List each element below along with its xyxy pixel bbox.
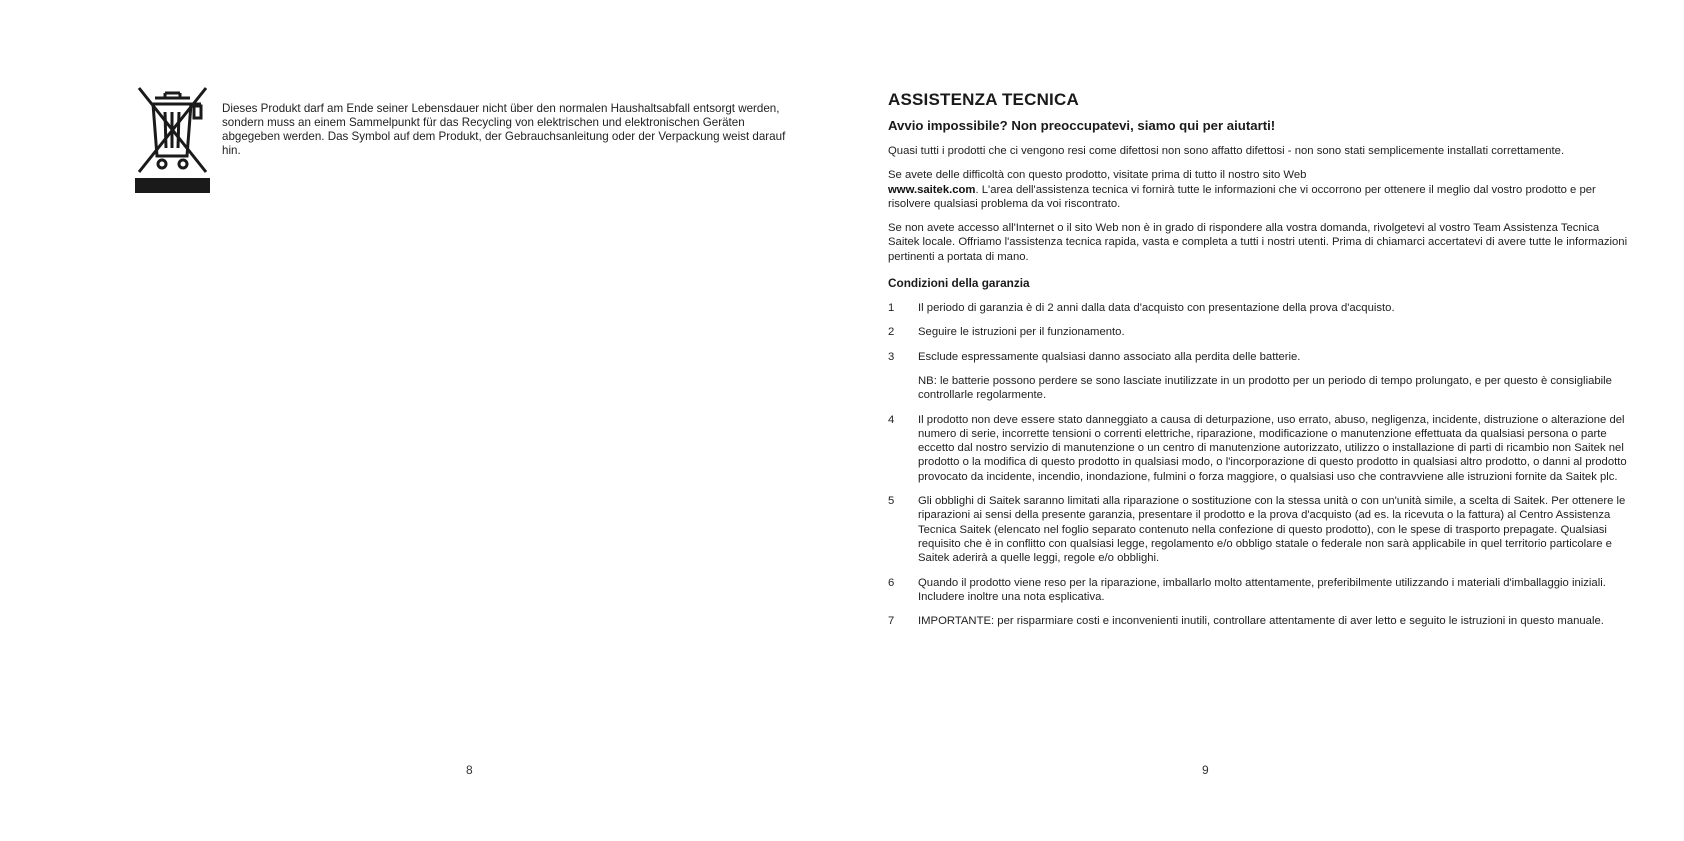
list-item xyxy=(888,494,1628,565)
right-page xyxy=(842,0,1684,841)
technical-support-section xyxy=(888,90,1628,638)
battery-note: NB: le batterie possono perdere se sono lasciate inutilizzate in un prodotto per un periodo di tempo prolungato, e per questo è consigliabile controllarle regolarmente. xyxy=(918,374,1612,402)
warranty-list xyxy=(888,301,1628,628)
list-item xyxy=(888,350,1628,403)
website-paragraph-end: . L'area dell'assistenza tecnica vi fornirà tutte le informazioni che vi occorrono per ottenere il meglio dal vostro prodotto e per risolvere qualsiasi problema da voi riscontrato. xyxy=(888,183,1596,210)
item-number: 5 xyxy=(888,495,895,508)
page-number-right: 9 xyxy=(1202,763,1209,777)
item-number: 2 xyxy=(888,326,895,339)
page-title: ASSISTENZA TECNICA xyxy=(888,90,1079,109)
list-item xyxy=(888,614,1628,628)
item-text: Esclude espressamente qualsiasi danno associato alla perdita delle batterie. xyxy=(918,350,1301,363)
item-number: 3 xyxy=(888,350,895,363)
item-text: Seguire le istruzioni per il funzionamento. xyxy=(918,326,1125,339)
page-subtitle: Avvio impossibile? Non preoccupatevi, siamo qui per aiutarti! xyxy=(888,118,1276,133)
support-team-paragraph: Se non avete accesso all'Internet o il sito Web non è in grado di rispondere alla vostra domanda, rivolgetevi al vostro Team Assistenza Tecnica Saitek locale. Offriamo l'assistenza tecnica rapida, vasta e completa a tutti i nostri utenti. Prima di chiamarci accertatevi di avere tutte le informazioni pertinenti a portata di mano. xyxy=(888,222,1628,263)
item-text: Il prodotto non deve essere stato danneggiato a causa di deturpazione, uso errato, abuso, negligenza, incidente, distruzione o alterazione del numero di serie, incorrette tensioni o correnti elettriche, riparazione, modificazione o manutenzione effettuata da qualsiasi persona o parte eccetto dal nostro servizio di manutenzione o un centro di manutenzione autorizzato, utilizzo o installazione di parti di ricambio non Saitek nel prodotto o la modifica di questo prodotto in qualsiasi modo, o l'incorporazione di questo prodotto in qualsiasi altro prodotto, o danni al prodotto provocato da incidente, incendio, inondazione, fulmini o forza maggiore, o qualsiasi uso che contravviene alle istruzioni fornite da Saitek plc. xyxy=(918,413,1627,483)
item-number: 1 xyxy=(888,302,895,315)
website-link: www.saitek.com xyxy=(888,183,976,196)
list-item xyxy=(888,576,1628,605)
item-text: IMPORTANTE: per risparmiare costi e inconvenienti inutili, controllare attentamente di aver letto e seguito le istruzioni in questo manuale. xyxy=(918,615,1604,628)
list-item xyxy=(888,301,1628,315)
website-paragraph xyxy=(888,168,1628,211)
item-number: 7 xyxy=(888,615,895,628)
item-text: Gli obblighi di Saitek saranno limitati alla riparazione o sostituzione con la stessa unità o con un'unità simile, a scelta di Saitek. Per ottenere le riparazioni ai sensi della presente garanzia, presentare il prodotto e la prova d'acquisto (ad es. la ricevuta o la fattura) al Centro Assistenza Tecnica Saitek (elencato nel foglio separato contenuto nella confezione di questo prodotto), con le spese di trasporto prepagate. Qualsiasi requisito che è in conflitto con qualsiasi legge, regolamento e/o obbligo statale o federale non sarà applicabile in quel territorio particolare e Saitek aderirà a quelle leggi, regole e/o obblighi. xyxy=(918,495,1626,565)
intro-paragraph: Quasi tutti i prodotti che ci vengono resi come difettosi non sono affatto difettosi - non sono stati semplicemente installati correttamente. xyxy=(888,145,1565,157)
item-text: Il periodo di garanzia è di 2 anni dalla data d'acquisto con presentazione della prova d'acquisto. xyxy=(918,302,1395,315)
website-paragraph-start: Se avete delle difficoltà con questo prodotto, visitate prima di tutto il nostro sito Web xyxy=(888,169,1307,182)
weee-notice-text: Dieses Produkt darf am Ende seiner Lebensdauer nicht über den normalen Haushaltsabfall entsorgt werden, sondern muss an einem Sammelpunkt für das Recycling von elektrischen und elektronischen Geräten abgegeben werden. Das Symbol auf dem Produkt, der Gebrauchsanleitung oder der Verpackung weist darauf hin. xyxy=(222,102,786,157)
item-number: 6 xyxy=(888,576,895,589)
item-text: Quando il prodotto viene reso per la riparazione, imballarlo molto attentamente, preferibilmente utilizzando i materiali d'imballaggio iniziali. Includere inoltre una nota esplicativa. xyxy=(918,576,1606,603)
list-item xyxy=(888,413,1628,484)
item-number: 4 xyxy=(888,413,895,426)
page-number-left: 8 xyxy=(466,763,473,777)
list-item xyxy=(888,325,1628,339)
weee-bar xyxy=(135,178,210,193)
warranty-title: Condizioni della garanzia xyxy=(888,276,1030,291)
item-content xyxy=(918,350,1628,403)
